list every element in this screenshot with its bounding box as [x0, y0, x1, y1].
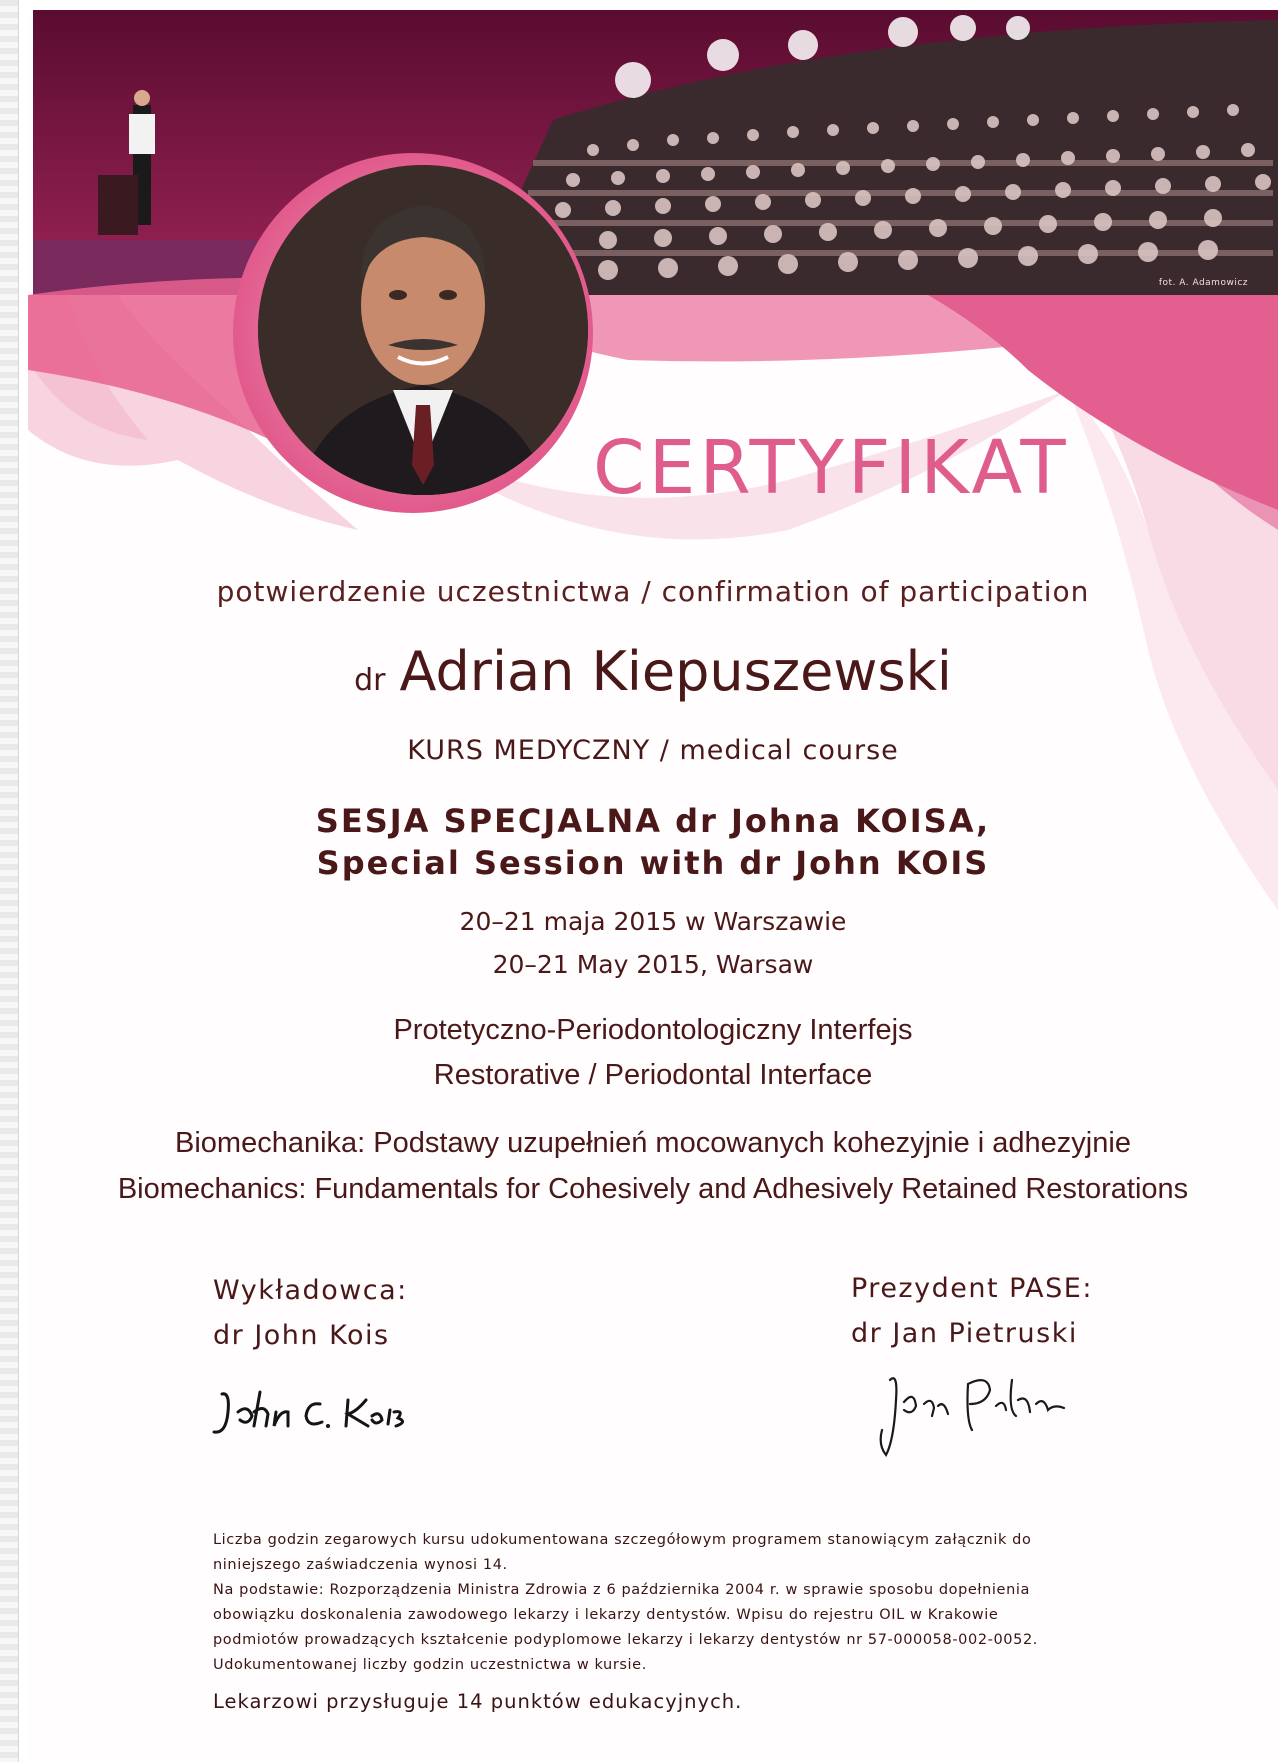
- recipient-name-line: [28, 640, 1278, 703]
- footnote-line: podmiotów prowadzących kształcenie podyplomowe lekarzy i lekarzy dentystów nr 57-000058-002-0052.: [213, 1632, 1038, 1648]
- session-date-en: 20–21 May 2015, Warsaw: [492, 950, 814, 979]
- recipient-prefix: dr: [354, 663, 386, 698]
- scan-edge-strip: [0, 0, 19, 1762]
- photo-credit: fot. A. Adamowicz: [1158, 278, 1248, 288]
- topic-one-en: Restorative / Periodontal Interface: [433, 1059, 873, 1091]
- lecturer-name: dr John Kois: [213, 1320, 390, 1351]
- topic-two-en: Biomechanics: Fundamentals for Cohesively and Adhesively Retained Restorations: [117, 1173, 1189, 1205]
- certificate-title: CERTYFIKAT: [593, 425, 1070, 511]
- lecturer-role: Wykładowca:: [213, 1275, 408, 1306]
- president-signature: [868, 1360, 1088, 1470]
- president-name: dr Jan Pietruski: [851, 1318, 1078, 1349]
- topic-one-pl: Protetyczno-Periodontologiczny Interfejs: [393, 1014, 913, 1046]
- session-date-pl: 20–21 maja 2015 w Warszawie: [459, 907, 847, 936]
- footnote-line: Udokumentowanej liczby godzin uczestnictwa w kursie.: [213, 1657, 647, 1673]
- recipient-name: Adrian Kiepuszewski: [399, 640, 952, 703]
- certificate-subtitle: potwierdzenie uczestnictwa / confirmation of participation: [216, 575, 1090, 608]
- pink-swoosh: [28, 250, 1278, 810]
- session-date: [28, 900, 1278, 986]
- lecturer-signature: [208, 1382, 438, 1452]
- footnote-line: niniejszego zaświadczenia wynosi 14.: [213, 1557, 508, 1573]
- certificate-page: [28, 10, 1278, 1762]
- lecturer-portrait: [258, 165, 588, 495]
- topic-two: [28, 1120, 1278, 1212]
- footnote-line: Na podstawie: Rozporządzenia Ministra Zdrowia z 6 października 2004 r. w sprawie sposobu dopełnienia: [213, 1582, 1030, 1598]
- president-role: Prezydent PASE:: [851, 1273, 1093, 1304]
- portrait-illustration: [258, 165, 588, 495]
- lecturer-signature-block: [213, 1268, 408, 1358]
- education-points: Lekarzowi przysługuje 14 punktów edukacyjnych.: [213, 1690, 743, 1713]
- session-title: [28, 800, 1278, 884]
- course-type: KURS MEDYCZNY / medical course: [407, 735, 899, 766]
- session-title-pl: SESJA SPECJALNA dr Johna KOISA,: [315, 802, 991, 840]
- footnote-line: obowiązku doskonalenia zawodowego lekarzy i lekarzy dentystów. Wpisu do rejestru OIL w Krakowie: [213, 1607, 999, 1623]
- session-title-en: Special Session with dr John KOIS: [316, 844, 990, 882]
- footnote: [213, 1528, 1173, 1678]
- topic-one: [28, 1008, 1278, 1098]
- footnote-line: Liczba godzin zegarowych kursu udokumentowana szczegółowym programem stanowiącym załącznik do: [213, 1532, 1032, 1548]
- president-signature-block: [851, 1266, 1093, 1356]
- topic-two-pl: Biomechanika: Podstawy uzupełnień mocowanych kohezyjnie i adhezyjnie: [175, 1127, 1131, 1159]
